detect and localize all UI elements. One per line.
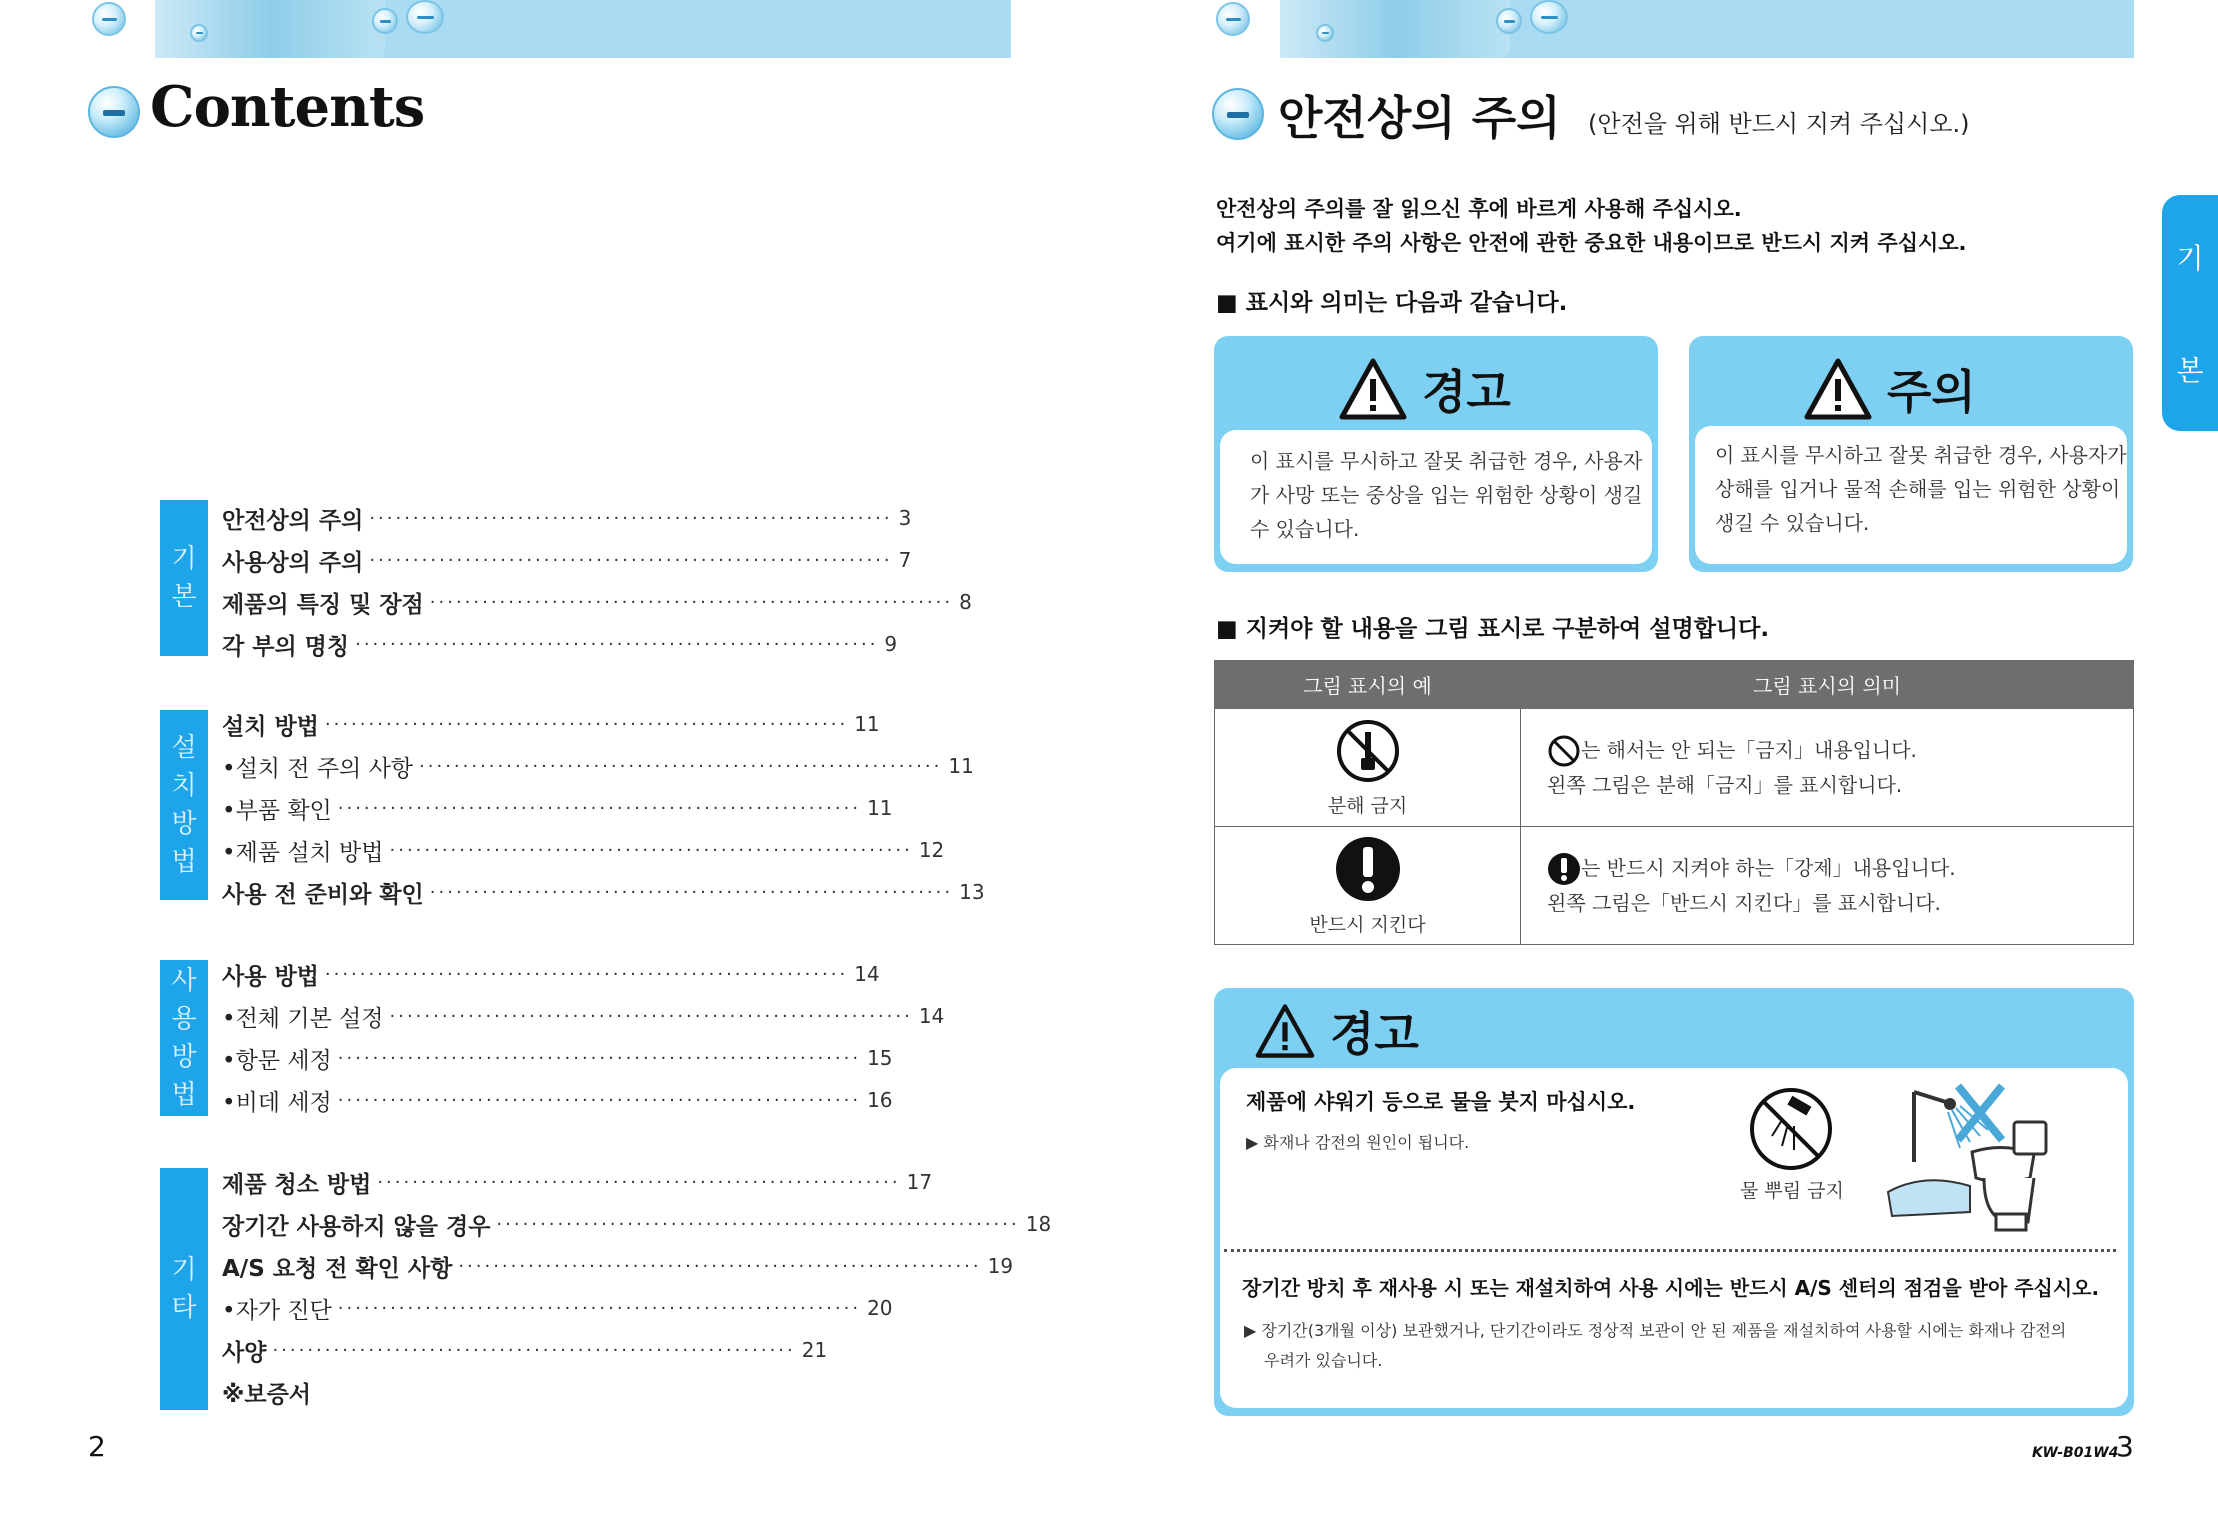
toc-entry[interactable] (222, 998, 945, 1034)
toc-category-bar (160, 960, 208, 1116)
table-header-row (1215, 661, 2134, 709)
mandatory-icon (1334, 835, 1402, 903)
text-line: 생길 수 있습니다. (1715, 511, 1870, 535)
bubble-icon (190, 24, 208, 42)
section-heading: ■ 지켜야 할 내용을 그림 표시로 구분하여 설명합니다. (1216, 616, 1770, 642)
side-tab-char: 본 (2176, 354, 2204, 387)
toc-leader-dots: ···························································· (429, 881, 954, 903)
description-line: 왼쪽 그림은「반드시 지킨다」를 표시합니다. (1547, 891, 1941, 916)
warning-triangle-icon (1803, 357, 1873, 421)
icon-cell (1215, 827, 1521, 945)
toc-entry[interactable] (222, 542, 912, 578)
toc-entry[interactable] (222, 1206, 1052, 1242)
warning-title: 경고 (1330, 1007, 1419, 1061)
text-line: 가 사망 또는 중상을 입는 위험한 상황이 생길 (1250, 483, 1643, 507)
toc-entry[interactable] (222, 1248, 1014, 1284)
toc-entry-label: 사용 전 준비와 확인 (222, 881, 424, 908)
page-number-right: 3 (2116, 1430, 2134, 1463)
toc-entry[interactable] (222, 874, 985, 910)
toc-category-char: 법 (171, 847, 197, 877)
toc-leader-dots: ···························································· (369, 549, 893, 571)
warning-item-title: 제품에 샤워기 등으로 물을 붓지 마십시오. (1246, 1090, 1636, 1114)
toc-entry[interactable] (222, 748, 974, 784)
prohibited-icon (1547, 734, 1581, 768)
table-row (1215, 709, 2134, 827)
toc-page-number: 20 (867, 1296, 893, 1320)
toc-entry-label: 설치 방법 (222, 713, 319, 740)
bubble-icon (92, 2, 126, 36)
toc-entry[interactable] (222, 1040, 893, 1076)
shower-toilet-illustration (1884, 1082, 2060, 1242)
page-number-left: 2 (88, 1430, 106, 1463)
side-tab-char: 기 (2176, 242, 2204, 275)
toc-entry[interactable] (222, 1290, 893, 1326)
warning-heading (1338, 356, 1511, 422)
toc-entry-label: 장기간 사용하지 않을 경우 (222, 1213, 491, 1240)
header-image-left (155, 0, 385, 58)
toc-page-number: 14 (918, 1004, 945, 1028)
toc-entry-label: 각 부의 명칭 (222, 633, 350, 660)
toc-entry-label: 제품 청소 방법 (222, 1171, 372, 1198)
toc-leader-dots: ···························································· (324, 963, 849, 985)
bubble-icon (372, 8, 398, 34)
toc-leader-dots: ···························································· (337, 797, 862, 819)
icon-caption: 반드시 지킨다 (1309, 913, 1426, 936)
warning-item-title: 장기간 방치 후 재사용 시 또는 재설치하여 사용 시에는 반드시 A/S 센터의 점검을 받아 주십시오. (1242, 1276, 2100, 1300)
toc-category-char: 법 (171, 1080, 197, 1110)
warning-description (1250, 444, 1642, 546)
caution-box (1689, 336, 2133, 572)
note-line: 우려가 있습니다. (1264, 1351, 1383, 1370)
table-header-cell: 그림 표시의 예 (1215, 661, 1521, 709)
toc-page-number: 19 (987, 1254, 1014, 1278)
text-line: 수 있습니다. (1250, 517, 1360, 541)
toc-leader-dots: ···························································· (496, 1213, 1020, 1235)
toc-leader-dots: ···························································· (337, 1297, 862, 1319)
toc-leader-dots: ···························································· (377, 1171, 901, 1193)
table-row (1215, 827, 2134, 945)
warning-item-note: ▶ 화재나 감전의 원인이 됩니다. (1246, 1133, 1470, 1152)
toc-entry-label: 안전상의 주의 (222, 507, 364, 534)
toc-entry-label: •항문 세정 (222, 1047, 332, 1074)
bubble-icon (1216, 2, 1250, 36)
toc-leader-dots: ···························································· (389, 1005, 913, 1027)
warning-box-body (1220, 430, 1652, 564)
model-number: KW-B01W4 (2032, 1445, 2119, 1461)
toc-category-char: 사 (171, 966, 197, 996)
toc-entry[interactable] (222, 956, 880, 992)
toc-entry-label: •비데 세정 (222, 1089, 332, 1116)
toc-entry-label: •제품 설치 방법 (222, 839, 384, 866)
toc-entry[interactable] (222, 1374, 694, 1410)
caution-title: 주의 (1887, 365, 1976, 419)
toc-entry[interactable] (222, 790, 893, 826)
description-cell (1521, 827, 2134, 945)
no-water-spray-icon (1748, 1086, 1834, 1172)
title-bubble-icon (88, 86, 140, 138)
caution-box-body (1695, 426, 2127, 564)
toc-page-number: 11 (854, 712, 880, 736)
text-line: 상해를 입거나 물적 손해를 입는 위험한 상황이 (1715, 477, 2121, 501)
warning-triangle-icon (1338, 357, 1408, 421)
toc-entry-label: •자가 진단 (222, 1297, 332, 1324)
toc-page-number: 14 (854, 962, 880, 986)
toc-category-char: 기 (171, 544, 197, 574)
toc-category-char: 설 (171, 733, 197, 763)
toc-page-number: 3 (898, 506, 912, 530)
caution-heading (1803, 356, 1976, 422)
toc-page-number: 17 (906, 1170, 933, 1194)
toc-leader-dots: ···························································· (355, 633, 879, 655)
caution-description (1715, 438, 2127, 540)
toc-category-char: 방 (171, 1042, 197, 1072)
description-text: 는 해서는 안 되는「금지」내용입니다. (1581, 737, 1917, 762)
warning-box (1214, 336, 1658, 572)
toc-page-number: 11 (948, 754, 974, 778)
side-tab-basic[interactable] (2162, 195, 2218, 431)
toc-leader-dots: ···························································· (337, 1047, 862, 1069)
toc-leader-dots: ···························································· (337, 1089, 862, 1111)
toc-category-char: 본 (171, 582, 197, 612)
page-subtitle: (안전을 위해 반드시 지켜 주십시오.) (1588, 110, 1970, 138)
intro-line: 안전상의 주의를 잘 읽으신 후에 바르게 사용해 주십시오. (1216, 197, 1742, 221)
toc-leader-dots: ···························································· (429, 591, 954, 613)
description-text: 는 반드시 지켜야 하는「강제」내용입니다. (1581, 855, 1956, 880)
section-heading: ■ 표시와 의미는 다음과 같습니다. (1216, 290, 1568, 316)
text-line: 이 표시를 무시하고 잘못 취급한 경우, 사용자 (1250, 449, 1643, 473)
symbol-legend-table (1214, 660, 2134, 945)
toc-category-bar (160, 710, 208, 900)
toc-entry[interactable] (222, 1082, 893, 1118)
bubble-icon (1530, 0, 1568, 34)
toc-leader-dots: ···························································· (324, 713, 849, 735)
description-line (1547, 733, 2133, 769)
mandatory-small-icon (1547, 852, 1581, 886)
description-line: 왼쪽 그림은 분해「금지」를 표시합니다. (1547, 773, 1903, 798)
toc-entry[interactable] (222, 584, 972, 620)
header-image-right (1280, 0, 1510, 58)
title-bubble-icon (1212, 88, 1264, 140)
toc-entry-label: •전체 기본 설정 (222, 1005, 384, 1032)
warning-heading (1254, 998, 1419, 1064)
no-disassembly-icon (1335, 718, 1401, 784)
table-header-cell: 그림 표시의 의미 (1521, 661, 2134, 709)
toc-category-char: 기 (171, 1255, 197, 1285)
toc-leader-dots: ···························································· (369, 507, 893, 529)
toc-entry[interactable] (222, 1332, 828, 1368)
toc-category-char: 방 (171, 809, 197, 839)
toc-leader-dots: ···························································· (272, 1339, 796, 1361)
toc-leader-dots: ···························································· (389, 839, 913, 861)
toc-page-number: 9 (884, 632, 898, 656)
intro-line: 여기에 표시한 주의 사항은 안전에 관한 중요한 내용이므로 반드시 지켜 주십시오. (1216, 231, 1967, 255)
description-line (1547, 851, 2133, 887)
toc-entry[interactable] (222, 626, 898, 662)
toc-entry-label: ※보증서 (222, 1381, 312, 1408)
toc-entry[interactable] (222, 706, 880, 742)
warning-triangle-icon (1254, 1003, 1316, 1059)
warning-item-note (1244, 1316, 2066, 1376)
toc-entry[interactable] (222, 1164, 933, 1200)
toc-leader-dots: ···························································· (419, 755, 943, 777)
toc-category-char: 타 (171, 1293, 197, 1323)
toc-entry-label: •부품 확인 (222, 797, 332, 824)
toc-entry-label: 제품의 특징 및 장점 (222, 591, 424, 618)
toc-entry-label: 사양 (222, 1339, 267, 1366)
toc-page-number: 7 (898, 548, 912, 572)
toc-page-number: 13 (959, 880, 985, 904)
dotted-divider (1224, 1249, 2116, 1252)
bubble-icon (406, 0, 444, 34)
toc-category-char: 치 (171, 771, 197, 801)
description-cell (1521, 709, 2134, 827)
page-title: 안전상의 주의 (1278, 91, 1561, 145)
toc-category-bar (160, 500, 208, 656)
warning-title: 경고 (1422, 365, 1511, 419)
toc-entry[interactable] (222, 500, 912, 536)
contents-title: Contents (150, 74, 425, 140)
toc-page-number: 18 (1025, 1212, 1052, 1236)
toc-entry-label: •설치 전 주의 사항 (222, 755, 414, 782)
toc-category-bar (160, 1168, 208, 1410)
icon-caption: 물 뿌림 금지 (1740, 1180, 1844, 1202)
toc-entry-label: 사용 방법 (222, 963, 319, 990)
bubble-icon (1316, 24, 1334, 42)
note-line: ▶ 장기간(3개월 이상) 보관했거나, 단기간이라도 정상적 보관이 안 된 제품을 재설치하여 사용할 시에는 화재나 감전의 (1244, 1321, 2067, 1340)
toc-page-number: 21 (801, 1338, 828, 1362)
icon-cell (1215, 709, 1521, 827)
toc-page-number: 8 (959, 590, 972, 614)
intro-text (1216, 192, 1967, 260)
toc-leader-dots: ···························································· (458, 1255, 982, 1277)
toc-category-char: 용 (171, 1004, 197, 1034)
text-line: 이 표시를 무시하고 잘못 취급한 경우, 사용자가 (1715, 443, 2127, 467)
toc-page-number: 15 (867, 1046, 893, 1070)
toc-entry[interactable] (222, 832, 945, 868)
toc-page-number: 12 (918, 838, 945, 862)
bubble-icon (1496, 8, 1522, 34)
icon-caption: 분해 금지 (1327, 794, 1408, 817)
toc-page-number: 11 (867, 796, 893, 820)
toc-entry-label: 사용상의 주의 (222, 549, 364, 576)
toc-entry-label: A/S 요청 전 확인 사항 (222, 1255, 453, 1282)
toc-page-number: 16 (867, 1088, 893, 1112)
